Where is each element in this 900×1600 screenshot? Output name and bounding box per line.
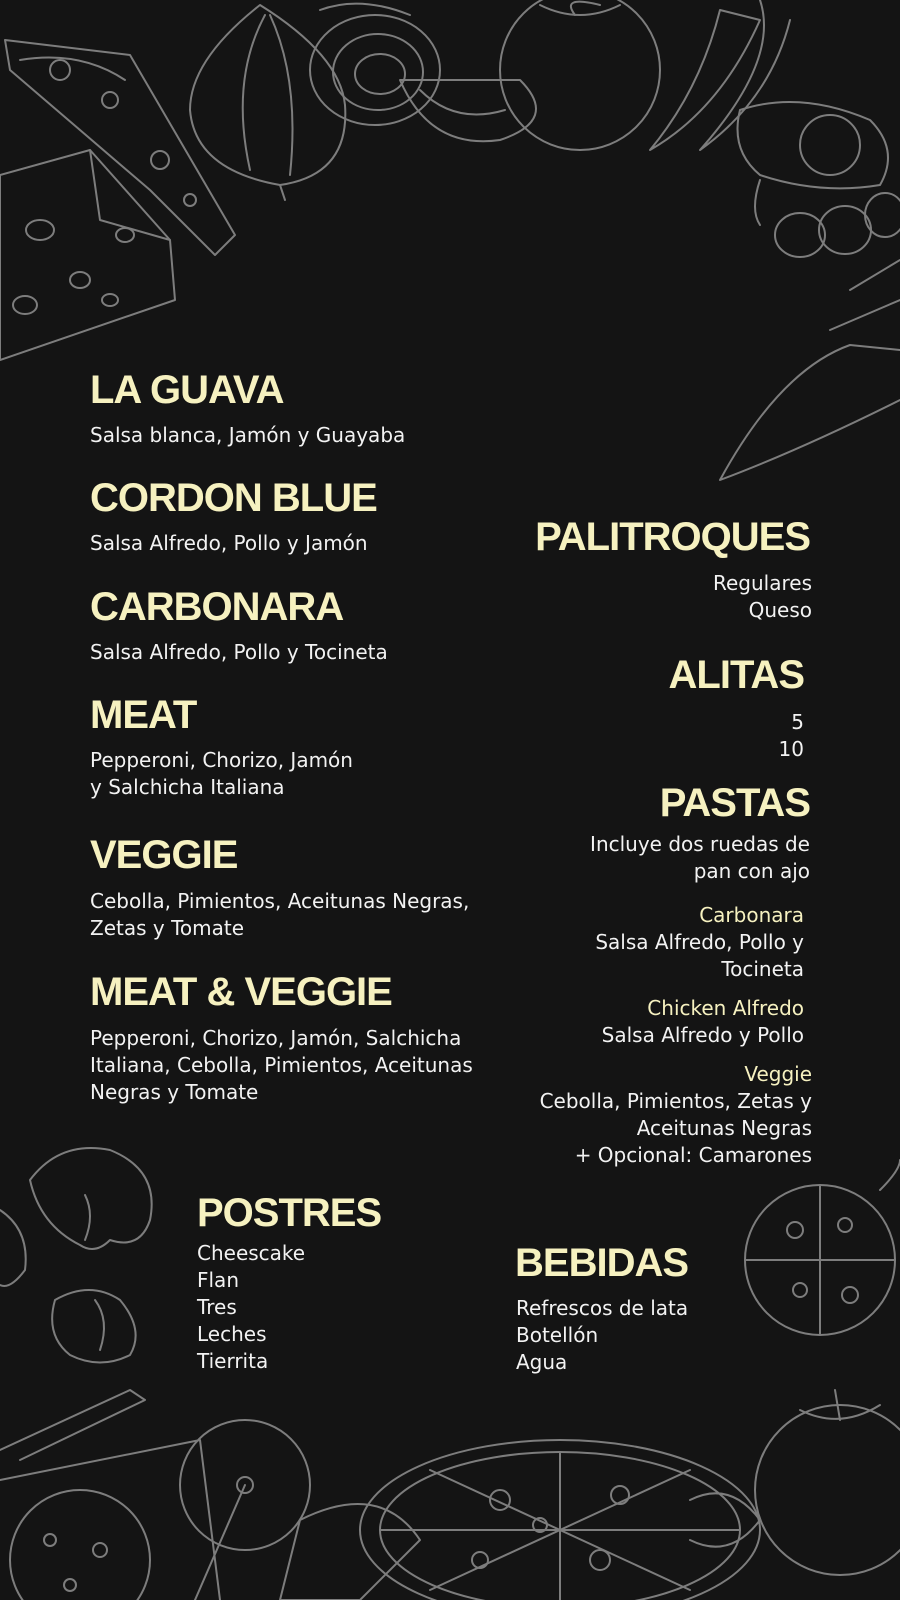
- chili-pepper-icon: [650, 0, 790, 150]
- pasta-name-carbonara: Carbonara: [699, 903, 804, 927]
- postres-title: POSTRES: [197, 1191, 382, 1235]
- alitas-title: ALITAS: [668, 653, 804, 697]
- pizza-desc-veggie: Cebolla, Pimientos, Aceitunas Negras, Zetas y Tomate: [90, 889, 470, 940]
- pizza-desc-meat-veggie: Pepperoni, Chorizo, Jamón, Salchicha Italiana, Cebolla, Pimientos, Aceitunas Negras y Tomate: [90, 1026, 473, 1104]
- sausage-icon: [738, 102, 900, 257]
- pizza-desc-la-guava: Salsa blanca, Jamón y Guayaba: [90, 423, 406, 447]
- pasta-name-veggie: Veggie: [744, 1062, 812, 1086]
- bebidas-items: Refrescos de lata Botellón Agua: [516, 1296, 689, 1374]
- palitroques-title: PALITROQUES: [535, 515, 810, 559]
- pastas-title: PASTAS: [659, 781, 810, 825]
- pizza-icon: [280, 1440, 760, 1600]
- cheese-icon: [0, 150, 175, 360]
- pizza-cutter-icon: [180, 1420, 310, 1600]
- pizza-name-veggie: VEGGIE: [90, 833, 238, 877]
- pizza-name-meat: MEAT: [90, 693, 197, 737]
- pasta-desc-carbonara: Salsa Alfredo, Pollo y Tocineta: [595, 930, 804, 981]
- palitroques-items: Regulares Queso: [713, 571, 812, 622]
- pasta-desc-veggie: Cebolla, Pimientos, Zetas y Aceitunas Negras + Opcional: Camarones: [539, 1089, 812, 1167]
- pasta-desc-chicken-alfredo: Salsa Alfredo y Pollo: [601, 1023, 804, 1047]
- pizza-desc-meat: Pepperoni, Chorizo, Jamón y Salchicha Italiana: [90, 748, 353, 799]
- pasta-name-chicken-alfredo: Chicken Alfredo: [647, 996, 804, 1020]
- tomato-icon: [500, 0, 660, 150]
- pizza-name-carbonara: CARBONARA: [90, 585, 344, 629]
- pastas-intro: Incluye dos ruedas de pan con ajo: [590, 832, 810, 883]
- alitas-items: 5 10: [778, 710, 804, 761]
- postres-items: Cheescake Flan Tres Leches Tierrita: [197, 1241, 306, 1373]
- pizza-box-icon: [0, 1390, 220, 1600]
- knife-icon: [720, 260, 900, 480]
- pizza-name-meat-veggie: MEAT & VEGGIE: [90, 970, 392, 1014]
- mushroom-icon: [0, 1148, 152, 1363]
- pizza-name-la-guava: LA GUAVA: [90, 368, 284, 412]
- pizza-desc-carbonara: Salsa Alfredo, Pollo y Tocineta: [90, 640, 388, 664]
- pizza-desc-cordon-blue: Salsa Alfredo, Pollo y Jamón: [90, 531, 368, 555]
- tomato-branch-icon: [690, 1390, 900, 1575]
- pizza-name-cordon-blue: CORDON BLUE: [90, 476, 377, 520]
- pepperoni-pizza-icon: [745, 1160, 900, 1335]
- bebidas-title: BEBIDAS: [515, 1241, 689, 1285]
